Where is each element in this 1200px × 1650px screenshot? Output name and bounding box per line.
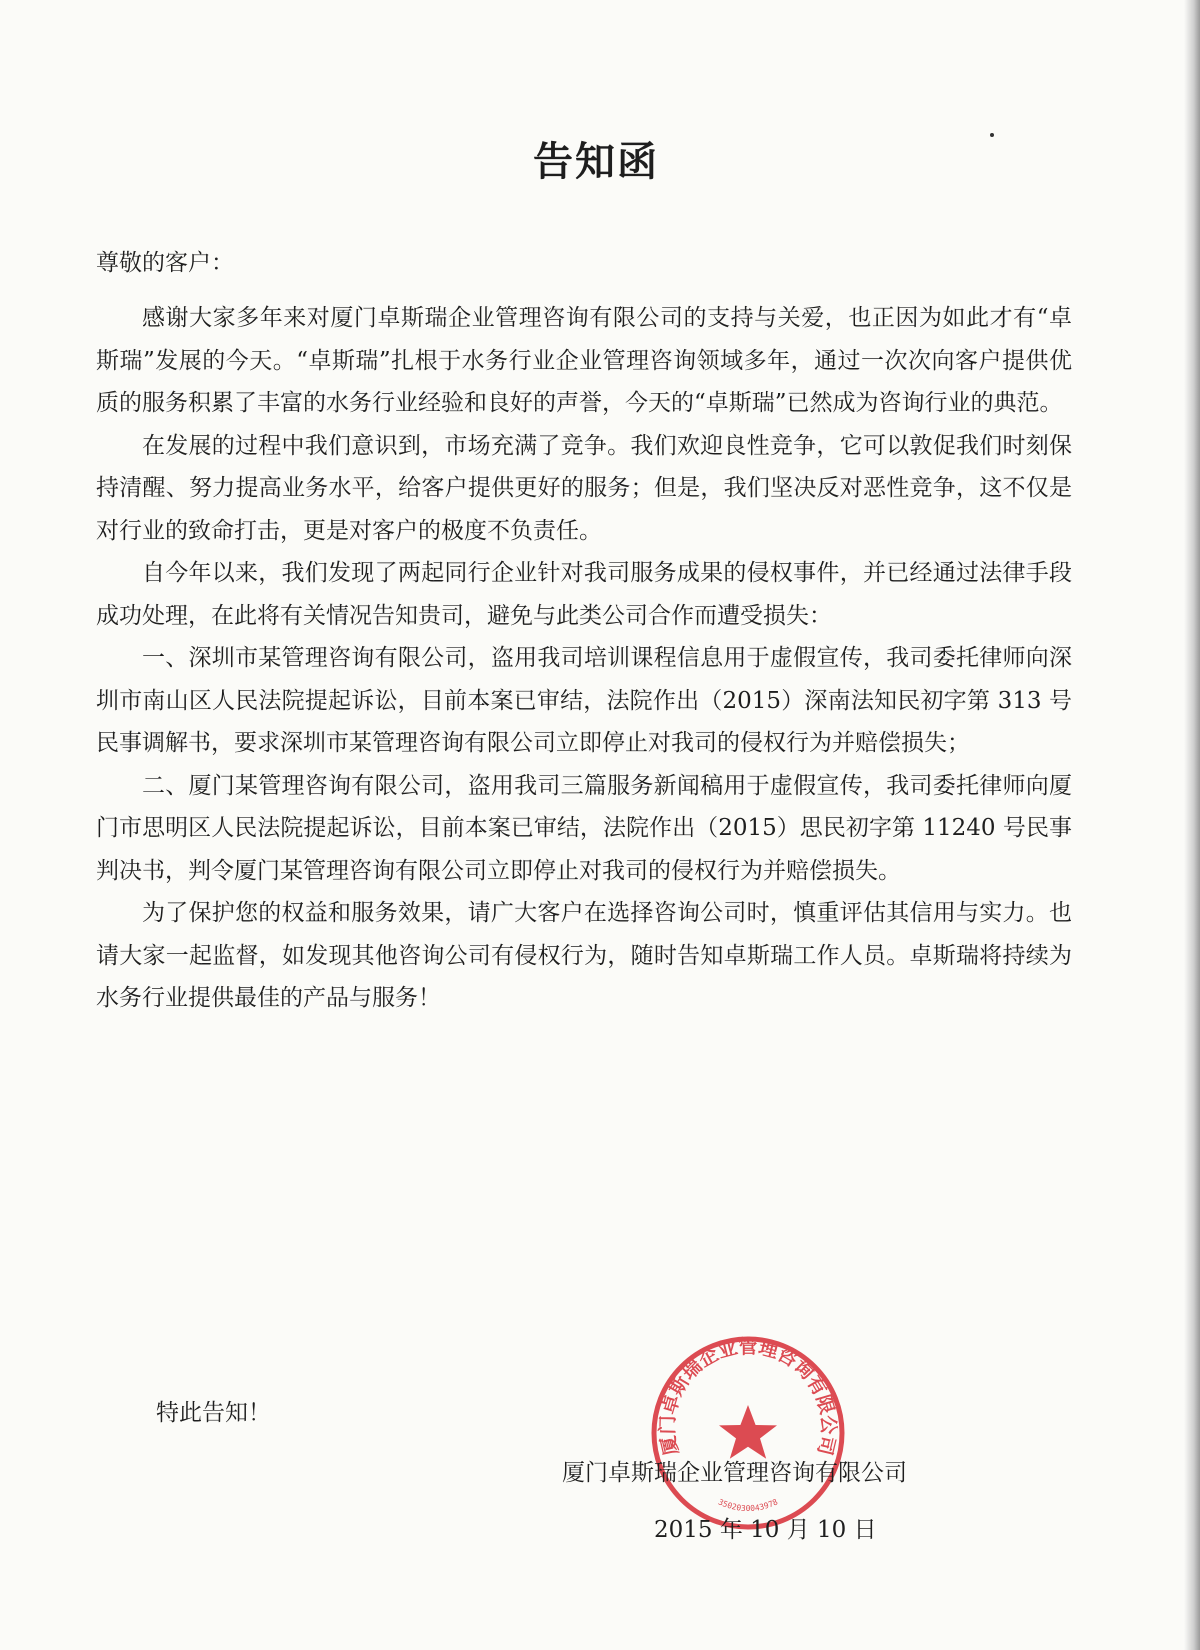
- letter-date: 2015 年 10 月 10 日: [654, 1517, 877, 1543]
- letter-title: 告知函: [533, 138, 659, 185]
- paragraph-infringement-intro: 自今年以来，我们发现了两起同行企业针对我司服务成果的侵权事件，并已经通过法律手段成功处理，在此将有关情况告知贵司，避免与此类公司合作而遭受损失：: [96, 560, 1072, 629]
- seal-code: 3502030043978: [716, 1497, 780, 1514]
- paragraph-case-shenzhen: 一、深圳市某管理咨询有限公司，盗用我司培训课程信息用于虚假宣传，我司委托律师向深圳市南山区人民法院提起诉讼，目前本案已审结，法院作出（2015）深南法知民初字第 313 号民事调解书，要求深圳市某管理咨询有限公司立即停止对我司的侵权行为并赔偿损失；: [96, 645, 1072, 756]
- paragraph-case-xiamen: 二、厦门某管理咨询有限公司，盗用我司三篇服务新闻稿用于虚假宣传，我司委托律师向厦门市思明区人民法院提起诉讼，目前本案已审结，法院作出（2015）思民初字第 11240 号民事判决书，判令厦门某管理咨询有限公司立即停止对我司的侵权行为并赔偿损失。: [96, 772, 1072, 884]
- paragraph-competition: 在发展的过程中我们意识到，市场充满了竞争。我们欢迎良性竞争，它可以敦促我们时刻保持清醒、努力提高业务水平，给客户提供更好的服务；但是，我们坚决反对恶性竞争，这不仅是对行业的致命打击，更是对客户的极度不负责任。: [96, 432, 1072, 544]
- paragraph-advice: 为了保护您的权益和服务效果，请广大客户在选择咨询公司时，慎重评估其信用与实力。也请大家一起监督，如发现其他咨询公司有侵权行为，随时告知卓斯瑞工作人员。卓斯瑞将持续为水务行业提供最佳的产品与服务！: [96, 900, 1072, 1011]
- letter-closing: 特此告知！: [156, 1400, 271, 1426]
- seal-text: 厦门卓斯瑞企业管理咨询有限公司: [656, 1336, 840, 1458]
- letter-page: [96, 0, 1096, 1650]
- letter-signer: 厦门卓斯瑞企业管理咨询有限公司: [562, 1460, 907, 1486]
- company-seal: [648, 1333, 848, 1533]
- letter-body: [96, 297, 1072, 1020]
- paragraph-thanks: 感谢大家多年来对厦门卓斯瑞企业管理咨询有限公司的支持与关爱，也正因为如此才有“卓斯瑞”发展的今天。“卓斯瑞”扎根于水务行业企业管理咨询领域多年，通过一次次向客户提供优质的服务积累了丰富的水务行业经验和良好的声誉，今天的“卓斯瑞”已然成为咨询行业的典范。: [96, 305, 1072, 416]
- page-edge-shadow: [1184, 0, 1200, 1650]
- letter-salutation: 尊敬的客户：: [96, 250, 234, 276]
- seal-star-icon: [719, 1405, 777, 1459]
